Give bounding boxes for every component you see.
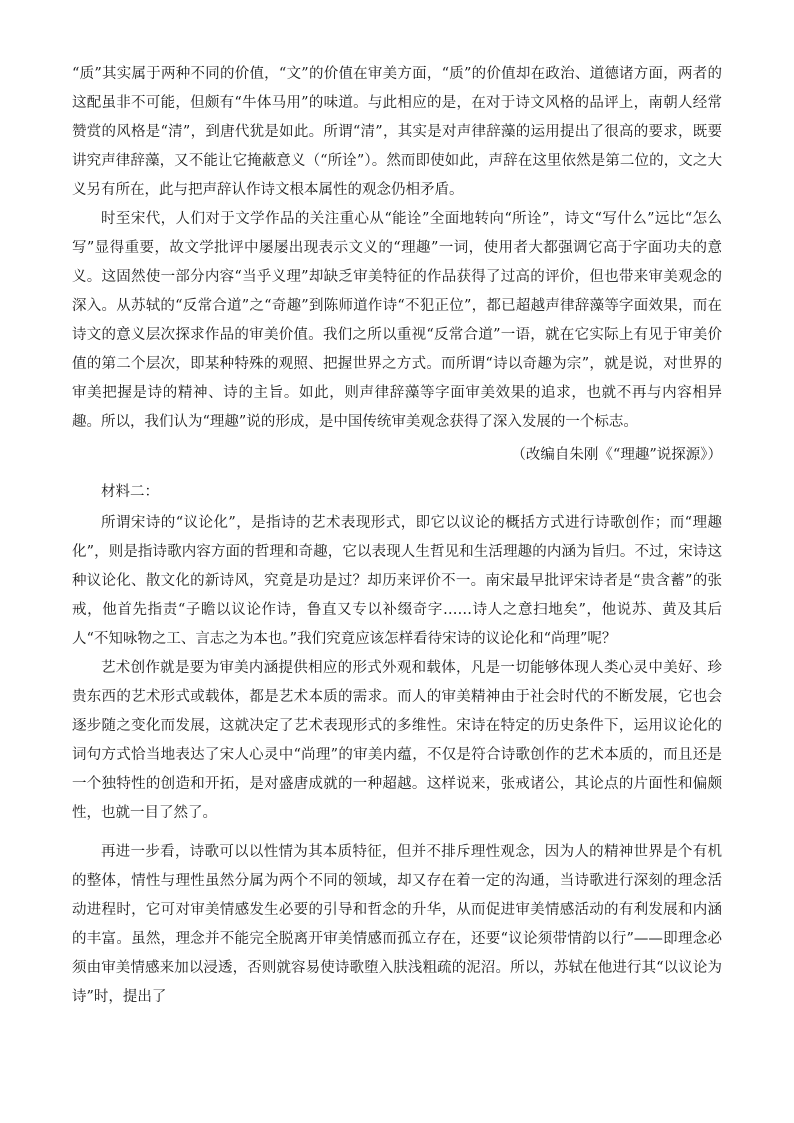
section-label-material-two: 材料二： xyxy=(101,484,159,500)
paragraph-5: 再进一步看，诗歌可以以性情为其本质特征，但并不排斥理性观念，因为人的精神世界是个有机的整体，情性与理性虽然分属为两个不同的领域，却又存在着一定的沟通，当诗歌进行深刻的理念活动进程时，它可对审美情感发生必要的引导和哲念的升华，从而促进审美情感活动的有利发展和内涵的丰富。虽然，理念并不能完全脱离开审美情感而孤立存在，还要“议论须带情韵以行”——即理念必须由审美情感来加以浸透，否则就容易使诗歌堕入肤浅粗疏的泥沼。所以，苏轼在他进行其“以议论为诗”时，提出了 xyxy=(72,844,722,1005)
source-citation: （改编自朱刚《“理趣”说探源》） xyxy=(511,447,722,463)
paragraph-1: “质”其实属于两种不同的价值，“文”的价值在审美方面，“质”的价值却在政治、道德诸方面，两者的这配虽非不可能，但颇有“牛体马用”的味道。与此相应的是，在对于诗文风格的品评上，南朝人经常赞赏的风格是“清”，到唐代犹是如此。所谓“清”，其实是对声律辞藻的运用提出了很高的要求，既要讲究声律辞藻，又不能让它掩蔽意义（“所诠”）。然而即使如此，声辞在这里依然是第二位的，文之大义另有所在，此与把声辞认作诗文根本属性的观念仍相矛盾。 xyxy=(72,66,722,198)
paragraph-4: 艺术创作就是要为审美内涵提供相应的形式外观和载体，凡是一切能够体现人类心灵中美好、珍贵东西的艺术形式或载体，都是艺术本质的需求。而人的审美精神由于社会时代的不断发展，它也会逐步随之变化而发展，这就决定了艺术表现形式的多维性。宋诗在特定的历史条件下，运用议论化的词句方式恰当地表达了宋人心灵中“尚理”的审美内蕴，不仅是符合诗歌创作的艺术本质的，而且还是一个独特性的创造和开拓，是对盛唐成就的一种超越。这样说来，张戒诸公，其论点的片面性和偏颇性，也就一目了然了。 xyxy=(72,660,722,821)
document-page xyxy=(72,60,722,1012)
paragraph-3: 所谓宋诗的“议论化”，是指诗的艺术表现形式，即它以议论的概括方式进行诗歌创作；而“理趣化”，则是指诗歌内容方面的哲理和奇趣，它以表现人生哲见和生活理趣的内涵为旨归。不过，宋诗这种议论化、散文化的新诗风，究竟是功是过？却历来评价不一。南宋最早批评宋诗者是“贵含蓄”的张戒，他首先指责“子瞻以议论作诗，鲁直又专以补缀奇字……诗人之意扫地矣”，他说苏、黄及其后人“不知咏物之工、言志之为本也。”我们究竟应该怎样看待宋诗的议论化和“尚理”呢？ xyxy=(72,515,722,647)
paragraph-2: 时至宋代，人们对于文学作品的关注重心从“能诠”全面地转向“所诠”，诗文“写什么”远比“怎么写”显得重要，故文学批评中屡屡出现表示文义的“理趣”一词，使用者大都强调它高于字面功夫的意义。这固然使一部分内容“当乎义理”却缺乏审美特征的作品获得了过高的评价，但也带来审美观念的深入。从苏轼的“反常合道”之“奇趣”到陈师道作诗“不犯正位”，都已超越声律辞藻等字面效果，而在诗文的意义层次探求作品的审美价值。我们之所以重视“反常合道”一语，就在它实际上有见于审美价值的第二个层次，即某种特殊的观照、把握世界之方式。而所谓“诗以奇趣为宗”，就是说，对世界的审美把握是诗的精神、诗的主旨。如此，则声律辞藻等字面审美效果的追求，也就不再与内容相异趣。所以，我们认为“理趣”说的形成，是中国传统审美观念获得了深入发展的一个标志。 xyxy=(72,211,722,430)
